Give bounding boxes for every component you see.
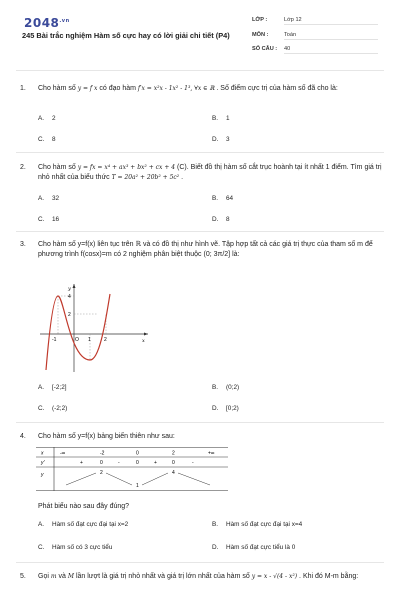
table-cell: y′: [41, 460, 45, 466]
option-value: 64: [226, 195, 234, 202]
text-part: Cho hàm số: [38, 85, 78, 92]
option-label: B.: [212, 521, 219, 528]
question-divider: [16, 562, 384, 563]
x-tick-label: 1: [88, 337, 91, 343]
option-label: D.: [212, 136, 219, 143]
table-cell: y: [41, 472, 44, 478]
meta-value: Lớp 12: [284, 17, 378, 25]
variation-table: [36, 447, 228, 491]
option-value: [-2;2]: [52, 384, 67, 391]
site-logo[interactable]: $2048^{.vn}$: [24, 16, 70, 30]
text-part: và: [56, 573, 68, 580]
text-part: . Số điểm cực trị của hàm số đã cho là:: [214, 85, 338, 92]
question-number: 4.: [20, 433, 26, 440]
y-axis-arrow: [73, 284, 76, 288]
meta-key: MÔN :: [252, 32, 269, 38]
math-expr: m: [50, 573, 57, 580]
option-value: (-2;2): [52, 405, 68, 412]
option-c[interactable]: [38, 405, 67, 412]
text-part: (C). Biết đồ thị hàm số cắt trục hoành tại ít nhất 1 điểm. Tìm giá trị nhỏ nhất của biểu thức: [38, 164, 382, 181]
text-part: .: [179, 173, 184, 181]
math-expr: y = fx = x⁴ + ax³ + bx² + cx + 4: [77, 164, 176, 171]
question-text: [38, 163, 382, 182]
option-label: C.: [38, 405, 45, 412]
option-value: [0;2): [226, 405, 239, 412]
option-value: Hàm số có 3 cực tiểu: [52, 544, 113, 551]
text-part: lần lượt là giá trị nhỏ nhất và giá trị lớn nhất của hàm số: [74, 573, 252, 580]
table-cell: 1: [136, 483, 139, 489]
option-c[interactable]: [38, 544, 112, 551]
math-expr: y = f x: [77, 85, 98, 92]
option-label: B.: [212, 195, 219, 202]
table-cell: 0: [136, 450, 139, 457]
question-divider: [16, 231, 384, 232]
meta-key: LỚP :: [252, 17, 268, 23]
question-1: [20, 84, 382, 104]
question-number: 2.: [20, 164, 26, 171]
question-text: Cho hàm số y=f(x) liên tục trên ℝ và có đồ thị như hình vẽ. Tập hợp tất cả các giá trị thực của tham số m để phương trình f(cosx)=m có 2 nghiệm phân biệt thuộc (0; 3π/2] là:: [38, 241, 373, 258]
option-label: C.: [38, 544, 45, 551]
table-cell: 4: [172, 470, 175, 476]
option-d[interactable]: [212, 405, 239, 412]
math-expr: y = x - √(4 - x²): [251, 573, 298, 580]
question-4: [20, 432, 382, 442]
meta-value: Toán: [284, 32, 378, 40]
text-part: . Khi đó M-m bằng:: [297, 573, 359, 580]
math-expr: f′x = x²x - 1x² - 1³, ∀x ∈ ℝ: [137, 85, 215, 92]
table-cell: -: [192, 460, 194, 466]
option-b[interactable]: [212, 195, 233, 202]
arrow-up: [66, 473, 96, 485]
option-label: B.: [212, 115, 219, 122]
option-a[interactable]: [38, 115, 56, 122]
question-4-prompt: Phát biểu nào sau đây đúng?: [38, 503, 130, 510]
option-a[interactable]: [38, 521, 128, 528]
table-cell: +: [80, 460, 83, 466]
option-c[interactable]: [38, 216, 59, 223]
option-label: A.: [38, 115, 45, 122]
x-axis-arrow: [144, 333, 148, 336]
question-text: Cho hàm số y=f(x) bảng biến thiên như sau:: [38, 433, 175, 440]
option-label: D.: [212, 544, 219, 551]
table-cell: -: [118, 460, 120, 466]
arrow-up: [142, 473, 168, 485]
question-divider: [16, 152, 384, 153]
option-value: (0;2): [226, 384, 240, 391]
option-d[interactable]: [212, 216, 230, 223]
origin-label: O: [75, 337, 79, 343]
option-label: D.: [212, 216, 219, 223]
option-b[interactable]: [212, 115, 230, 122]
option-label: A.: [38, 521, 45, 528]
table-cell: +: [154, 460, 157, 466]
question-number: 3.: [20, 241, 26, 248]
question-number: 1.: [20, 85, 26, 92]
function-graph: [38, 282, 150, 374]
option-value: 8: [226, 216, 230, 223]
table-cell: -∞: [60, 450, 66, 457]
option-b[interactable]: [212, 384, 239, 391]
question-3: [20, 240, 382, 272]
x-tick-label: 2: [104, 337, 107, 343]
function-curve: [46, 294, 110, 370]
option-value: Hàm số đạt cực tiểu là 0: [226, 544, 296, 551]
meta-key: SỐ CÂU :: [252, 46, 278, 52]
question-divider: [16, 422, 384, 423]
question-text: [38, 84, 382, 94]
option-value: Hàm số đạt cực đại tại x=4: [226, 521, 303, 528]
x-axis-label: x: [142, 338, 145, 344]
text-part: Gọi: [38, 573, 51, 580]
table-cell: -2: [100, 450, 105, 457]
option-d[interactable]: [212, 136, 230, 143]
option-label: C.: [38, 136, 45, 143]
option-label: A.: [38, 195, 45, 202]
table-cell: x: [41, 450, 44, 457]
table-cell: 2: [172, 450, 175, 457]
option-value: Hàm số đạt cực đại tại x=2: [52, 521, 129, 528]
table-cell: 0: [136, 460, 139, 466]
question-number: 5.: [20, 573, 26, 580]
option-a[interactable]: [38, 195, 59, 202]
option-b[interactable]: [212, 521, 302, 528]
math-expr: M: [67, 573, 74, 580]
arrow-down: [106, 473, 132, 485]
text-part: có đạo hàm: [97, 85, 138, 92]
table-cell: 0: [172, 460, 175, 466]
y-tick-label: 4: [68, 294, 71, 300]
header-divider: [16, 70, 384, 71]
y-tick-label: 2: [68, 312, 71, 318]
option-value: 1: [226, 115, 230, 122]
text-part: Cho hàm số: [38, 164, 78, 171]
option-value: 3: [226, 136, 230, 143]
document-title: 245 Bài trắc nghiệm Hàm số cực hay có lời giải chi tiết (P4): [22, 31, 230, 40]
table-cell: 2: [100, 470, 103, 476]
option-d[interactable]: [212, 544, 295, 551]
option-label: B.: [212, 384, 219, 391]
option-value: 32: [52, 195, 60, 202]
y-axis-label: y: [68, 286, 71, 292]
option-label: D.: [212, 405, 219, 412]
option-a[interactable]: [38, 384, 67, 391]
x-tick-label: -1: [52, 337, 57, 343]
question-2: [20, 163, 382, 183]
option-value: 16: [52, 216, 60, 223]
question-text: [38, 572, 382, 582]
option-value: 2: [52, 115, 56, 122]
table-cell: +∞: [208, 450, 215, 457]
arrow-down: [178, 473, 210, 485]
option-c[interactable]: [38, 136, 56, 143]
option-label: C.: [38, 216, 45, 223]
option-value: 8: [52, 136, 56, 143]
option-label: A.: [38, 384, 45, 391]
question-5: [20, 572, 382, 594]
table-cell: 0: [100, 460, 103, 466]
meta-value: 40: [284, 46, 378, 54]
math-expr: T = 20a² + 20b² + 5c²: [111, 173, 180, 181]
